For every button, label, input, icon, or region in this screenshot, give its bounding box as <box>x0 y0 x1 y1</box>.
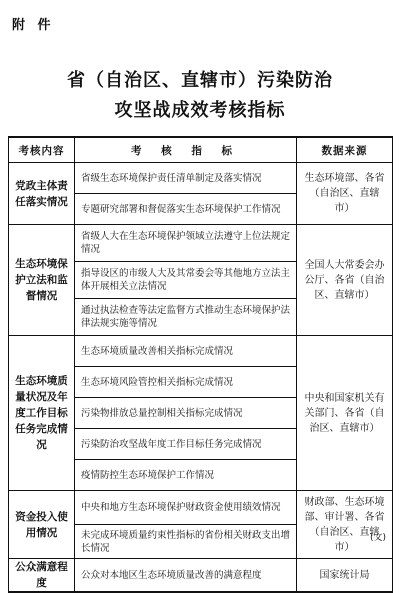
footer-note: (文) <box>369 533 386 543</box>
table-row <box>9 559 393 593</box>
indicator-cell: 污染防治攻坚战年度工作目标任务完成情况 <box>75 429 297 460</box>
category-cell: 公众满意程度 <box>9 559 75 593</box>
table-row <box>9 336 393 367</box>
indicator-cell: 通过执法检查等法定监督方式推动生态环境保护法律法规实施等情况 <box>75 299 297 336</box>
assessment-table <box>8 136 393 593</box>
header-category: 考核内容 <box>9 137 75 163</box>
header-indicator: 考 核 指 标 <box>75 137 297 163</box>
source-cell: 国家统计局 <box>297 559 393 593</box>
indicator-cell: 公众对本地区生态环境质量改善的满意程度 <box>75 559 297 593</box>
source-cell: 生态环境部、各省（自治区、直辖市） <box>297 163 393 225</box>
source-cell: 中央和国家机关有关部门、各省（自治区、直辖市） <box>297 336 393 491</box>
table-row <box>9 225 393 262</box>
table-row <box>9 491 393 525</box>
source-cell: 全国人大常委会办公厅、各省（自治区、直辖市） <box>297 225 393 336</box>
category-cell: 资金投入使用情况 <box>9 491 75 559</box>
indicator-cell: 生态环境质量改善相关指标完成情况 <box>75 336 297 367</box>
page-title-line1: 省（自治区、直辖市）污染防治 <box>67 70 333 91</box>
page-title-line2: 攻坚战成效考核指标 <box>114 100 286 121</box>
indicator-cell: 未完成环境质量约束性指标的省份相关财政支出增长情况 <box>75 525 297 559</box>
indicator-cell: 省级生态环境保护责任清单制定及落实情况 <box>75 163 297 194</box>
indicator-cell: 省级人大在生态环境保护领域立法遵守上位法规定情况 <box>75 225 297 262</box>
header-source: 数据来源 <box>297 137 393 163</box>
attachment-label: 附 件 <box>12 18 55 33</box>
indicator-cell: 中央和地方生态环境保护财政资金使用绩效情况 <box>75 491 297 525</box>
indicator-cell: 专题研究部署和督促落实生态环境保护工作情况 <box>75 194 297 225</box>
category-cell: 党政主体责任落实情况 <box>9 163 75 225</box>
table-header-row <box>9 137 393 163</box>
category-cell: 生态环境质量状况及年度工作目标任务完成情况 <box>9 336 75 491</box>
table-row <box>9 163 393 194</box>
indicator-cell: 疫情防控生态环境保护工作情况 <box>75 460 297 491</box>
indicator-cell: 指导设区的市级人大及其常委会等其他地方立法主体开展相关立法情况 <box>75 262 297 299</box>
indicator-cell: 生态环境风险管控相关指标完成情况 <box>75 367 297 398</box>
indicator-cell: 污染物排放总量控制相关指标完成情况 <box>75 398 297 429</box>
category-cell: 生态环境保护立法和监督情况 <box>9 225 75 336</box>
source-cell: 财政部、生态环境部、审计署、各省（自治区、直辖市） <box>297 491 393 559</box>
